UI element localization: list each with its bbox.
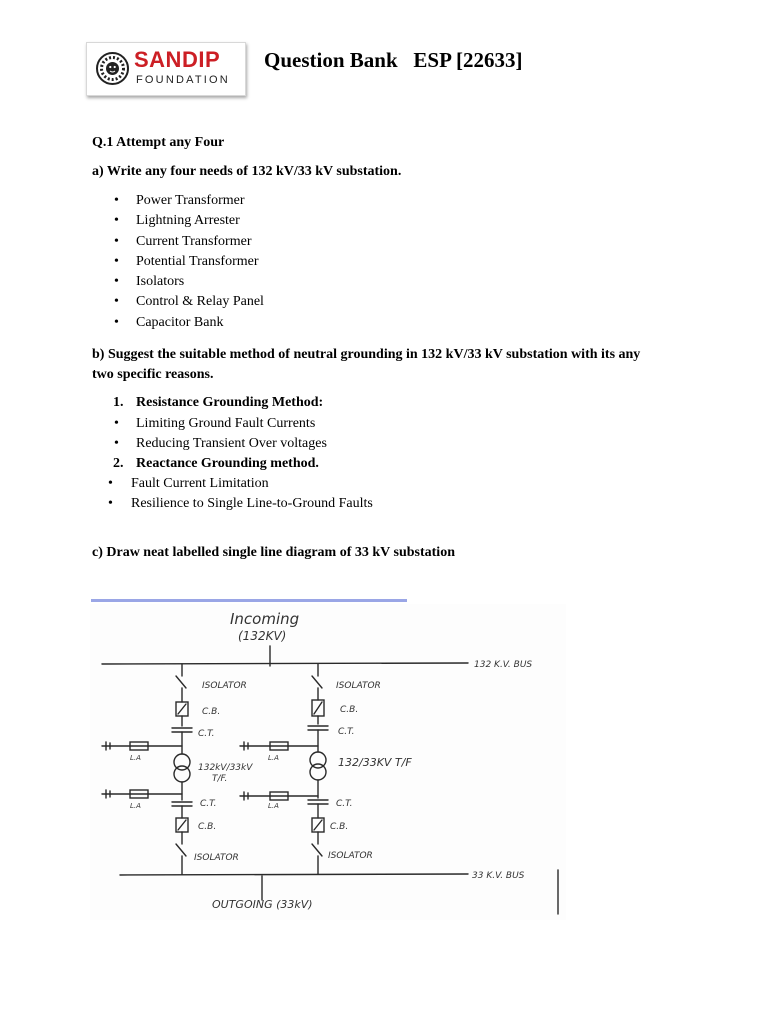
right-cb-bottom-label: C.B.	[330, 822, 349, 832]
single-line-diagram	[90, 604, 566, 920]
left-cb-top-label: C.B.	[202, 707, 221, 717]
right-isolator-bottom-label: ISOLATOR	[328, 851, 373, 861]
method1-number: 1.	[113, 395, 124, 410]
bus-33-label: 33 K.V. BUS	[472, 871, 525, 881]
question-b-line2: two specific reasons.	[92, 367, 214, 382]
right-la-bottom-label: L.A	[268, 802, 279, 810]
page-title: Question Bank ESP [22633]	[264, 48, 523, 72]
left-cb-bottom-label: C.B.	[198, 822, 217, 832]
outgoing-label: OUTGOING (33kV)	[212, 898, 313, 911]
logo-brand-text: SANDIP	[134, 47, 221, 72]
question-a: a) Write any four needs of 132 kV/33 kV substation.	[92, 164, 402, 179]
question-b-line1: b) Suggest the suitable method of neutral grounding in 132 kV/33 kV substation with its any	[92, 347, 641, 362]
left-la-top-label: L.A	[130, 754, 141, 762]
left-ct-top-label: C.T.	[198, 729, 215, 739]
question-c: c) Draw neat labelled single line diagram of 33 kV substation	[92, 545, 455, 560]
diagram-top-rule	[91, 599, 407, 602]
left-tf-label: 132kV/33kV	[198, 763, 253, 773]
bus-132-label: 132 K.V. BUS	[474, 660, 533, 670]
incoming-label: Incoming	[230, 610, 300, 628]
method2-number: 2.	[113, 456, 124, 471]
left-tf-label-2: T/F.	[212, 774, 228, 784]
incoming-kv-label: (132KV)	[238, 629, 287, 643]
left-ct-bottom-label: C.T.	[200, 799, 217, 809]
sandip-foundation-logo	[86, 42, 246, 96]
left-la-bottom-label: L.A	[130, 802, 141, 810]
left-isolator-top-label: ISOLATOR	[202, 681, 247, 691]
method2-heading: Reactance Grounding method.	[136, 456, 319, 471]
right-cb-top-label: C.B.	[340, 705, 359, 715]
right-ct-top-label: C.T.	[338, 727, 355, 737]
logo-sub-text: FOUNDATION	[136, 74, 230, 86]
method1-heading: Resistance Grounding Method:	[136, 395, 324, 410]
lion-emblem-icon	[96, 52, 129, 85]
right-la-top-label: L.A	[268, 754, 279, 762]
left-isolator-bottom-label: ISOLATOR	[194, 853, 239, 863]
right-isolator-top-label: ISOLATOR	[336, 681, 381, 691]
right-ct-bottom-label: C.T.	[336, 799, 353, 809]
q1-heading: Q.1 Attempt any Four	[92, 135, 225, 150]
right-tf-label: 132/33KV T/F	[338, 756, 412, 769]
